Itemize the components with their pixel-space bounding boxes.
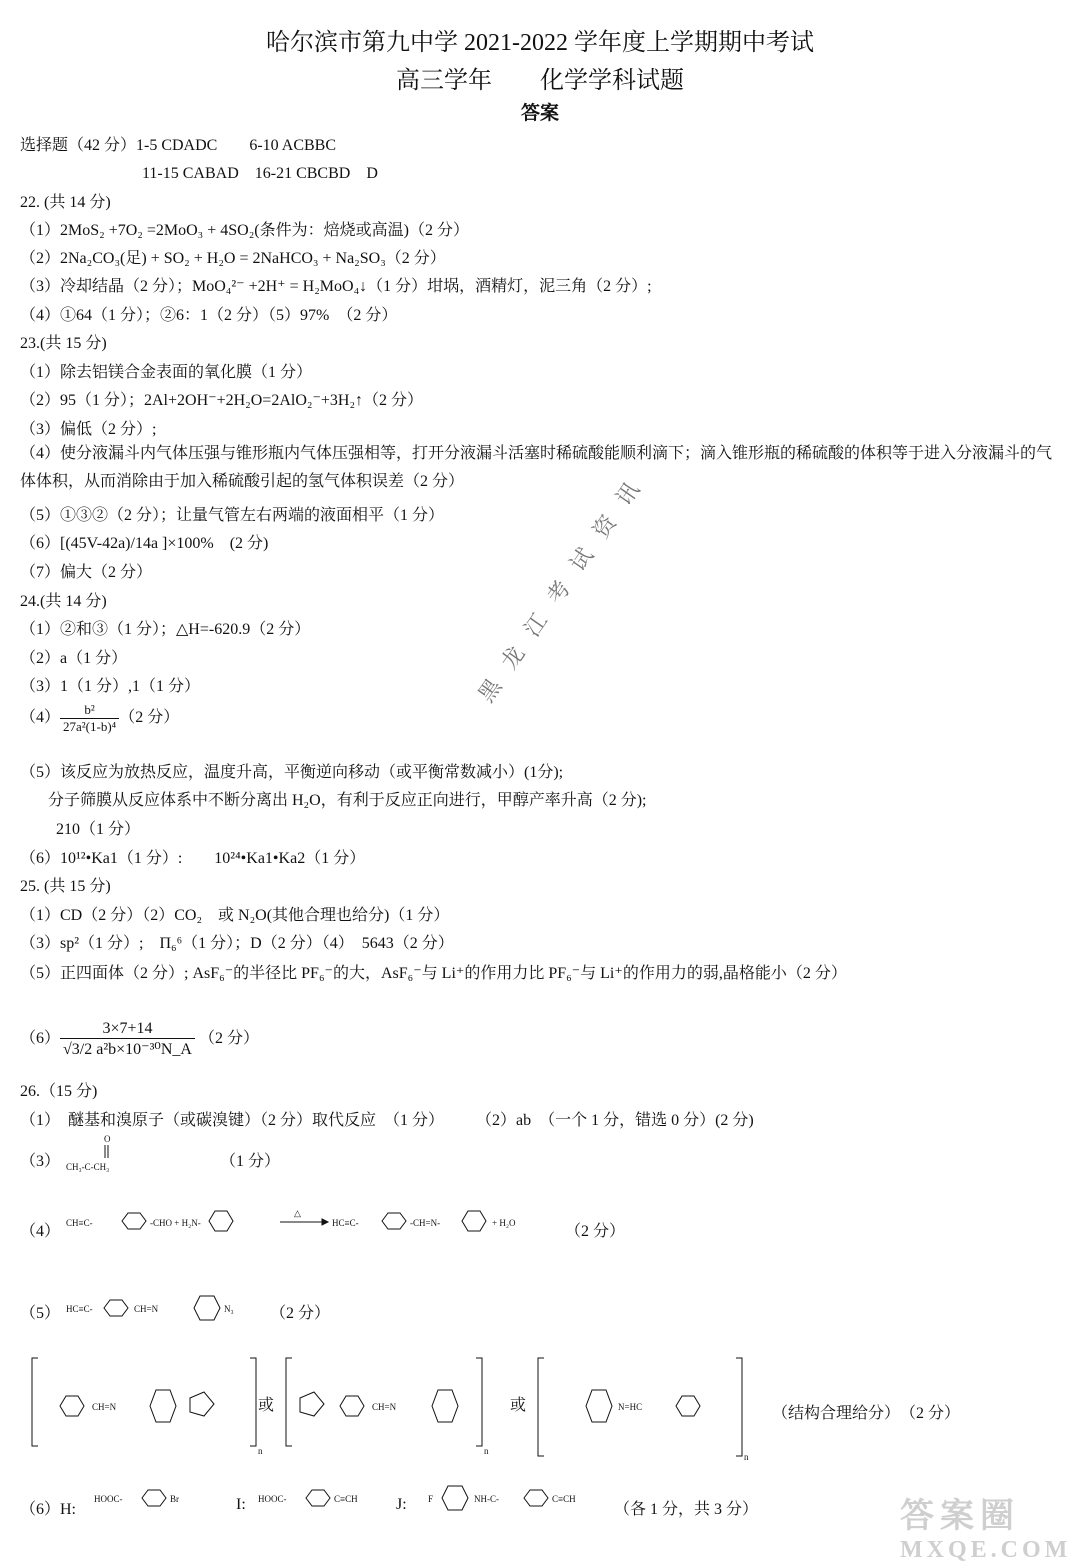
q24-part-4-label: （4） (20, 709, 61, 727)
answer-heading: 答案 (520, 103, 559, 124)
q23-heading: 23.(共 15 分) (20, 335, 107, 352)
reaction-4-scheme (64, 1186, 544, 1256)
q24-part-1: （1）②和③（1 分）；△H=-620.9（2 分） (20, 621, 311, 638)
page-title: 哈尔滨市第九中学 2021-2022 学年度上学期期中考试 (266, 30, 814, 56)
q26-label-i: I: (236, 1496, 246, 1513)
poly3-ring-2 (676, 1396, 700, 1416)
r4-water: + H₂O (492, 1218, 516, 1228)
poly1-n: n (258, 1446, 263, 1456)
q22-heading: 22. (共 14 分) (20, 194, 111, 211)
r4-aldehyde: -CHO + H₂N- (150, 1218, 201, 1228)
r4-imine: -CH=N- (410, 1218, 441, 1228)
compound-j-ring-1 (442, 1486, 468, 1510)
q23-part-2: （2）95（1 分）；2Al+2OH⁻+2H₂O=2AlO₂⁻+3H₂↑（2 分） (20, 392, 424, 409)
compound-j-fluorine: F (428, 1494, 434, 1504)
q26-part-1: （1） 醚基和溴原子（或碳溴键）（2 分）取代反应 （1 分） （2）ab （一个 1 分，错选 0 分）(2 分) (20, 1112, 754, 1129)
q25-part-5: （5）正四面体（2 分）; AsF₆⁻的半径比 PF₆⁻的大，AsF₆⁻与 Li⁺的作用力比 PF₆⁻与 Li⁺的作用力的弱,晶格能小（2 分） (20, 965, 847, 982)
compound-j-amide: NH-C- (474, 1494, 499, 1504)
q24-fraction (60, 702, 119, 735)
compound-h-ring (142, 1490, 166, 1506)
q24-part-4 (20, 702, 179, 735)
poly1-imine: CH=N (92, 1402, 117, 1412)
poly3-imine: N=HC (618, 1402, 643, 1412)
azide-imine: CH=N (134, 1304, 159, 1314)
q25-denominator: √3/2 a²b×10⁻³⁰N_A (63, 1041, 192, 1058)
q23-part-1: （1）除去铝镁合金表面的氧化膜（1 分） (20, 364, 313, 381)
compound-i-acid: HOOC- (258, 1494, 287, 1504)
polymer-or-2: 或 (510, 1397, 527, 1414)
q24-numerator: b² (60, 702, 119, 719)
site-logo-name: 答案圈 (900, 1498, 1020, 1535)
mc-line-2: 11-15 CABAD 16-21 CBCBD D (142, 165, 378, 182)
q26-part-6-score: （各 1 分，共 3 分） (614, 1501, 759, 1518)
q22-part-1: （1）2MoS₂ +7O₂ =2MoO₃ + 4SO₂(条件为：焙烧或高温)（2 分） (20, 222, 469, 239)
heat-symbol: △ (294, 1208, 301, 1218)
poly1-ring-1 (60, 1396, 84, 1416)
compound-j (428, 1470, 608, 1530)
compound-h-br: Br (170, 1494, 179, 1504)
r4-ring-4 (462, 1211, 486, 1231)
polymer-note: （结构合理给分） （2 分） (772, 1405, 961, 1422)
q24-part-4-score: （2 分） (119, 709, 180, 727)
q25-part-6-label: （6） (20, 1030, 61, 1048)
r4-alkyne: CH≡C- (66, 1218, 93, 1228)
acetone-structure (64, 1132, 154, 1176)
q24-heading: 24.(共 14 分) (20, 593, 107, 610)
poly1-ring-2 (150, 1390, 176, 1422)
r4-ring-2 (209, 1211, 233, 1231)
q26-part-4-score: （2 分） (565, 1223, 626, 1240)
watermark: 黑龙江考试资讯 (473, 462, 655, 707)
r4-product-alkyne: HC≡C- (332, 1218, 359, 1228)
q26-heading: 26.（15 分) (20, 1083, 98, 1100)
poly2-ring-1 (340, 1396, 364, 1416)
poly2-ring-2 (432, 1390, 458, 1422)
q24-part-3: （3）1（1 分）,1（1 分） (20, 678, 201, 695)
azide-structure (64, 1276, 264, 1340)
q24-denominator: 27a²(1-b)⁴ (63, 719, 117, 734)
polymer-or-1: 或 (258, 1397, 275, 1414)
q24-part-6: （6）10¹²•Ka1（1 分）: 10²⁴•Ka1•Ka2（1 分） (20, 850, 366, 867)
q26-part-3-label: （3） (20, 1153, 61, 1170)
q22-part-4: （4）①64（1 分）；②6：1（2 分）（5）97% （2 分） (20, 307, 398, 324)
q23-part-5: （5）①③②（2 分）；让量气管左右两端的液面相平（1 分） (20, 507, 445, 524)
polymer-structures (20, 1356, 760, 1466)
q25-fraction (60, 1020, 195, 1059)
poly1-triazole (190, 1392, 214, 1416)
acetone-oxygen: O (104, 1134, 111, 1144)
poly2-triazole (300, 1392, 324, 1416)
compound-i (258, 1484, 388, 1514)
q25-part-1: （1）CD（2 分）（2）CO₂ 或 N₂O(其他合理也给分)（1 分） (20, 907, 450, 924)
compound-h (94, 1484, 224, 1514)
q24-part-5a: （5）该反应为放热反应，温度升高，平衡逆向移动（或平衡常数减小）(1分); (20, 764, 564, 781)
q25-part-6-score: （2 分） (198, 1030, 259, 1048)
q25-heading: 25. (共 15 分) (20, 878, 111, 895)
q26-part-5-score: （2 分） (270, 1305, 331, 1322)
azide-ring-2 (194, 1296, 220, 1320)
site-logo-url: MXQE.COM (900, 1537, 1072, 1563)
page-subtitle: 高三学年 化学学科试题 (396, 68, 684, 94)
q25-numerator: 3×7+14 (60, 1020, 195, 1039)
q23-part-4: （4）使分液漏斗内气体压强与锥形瓶内气体压强相等，打开分液漏斗活塞时稀硫酸能顺利滴下；滴入锥形瓶的稀硫酸的体积等于进入分液漏斗的气体体积，从而消除由于加入稀硫酸引起的氢气体积误差（2 分） (20, 445, 1053, 490)
q23-part-7: （7）偏大（2 分） (20, 564, 153, 581)
q24-part-2: （2）a（1 分） (20, 650, 128, 667)
q26-part-4-label: （4） (20, 1223, 61, 1240)
compound-h-acid: HOOC- (94, 1494, 123, 1504)
r4-ring-1 (122, 1213, 146, 1229)
r4-ring-3 (382, 1213, 406, 1229)
azide-ring-1 (104, 1300, 128, 1316)
q24-part-5b: 分子筛膜从反应体系中不断分离出 H₂O，有利于反应正向进行，甲醇产率升高（2 分); (48, 792, 647, 809)
q22-part-2: （2）2Na₂CO₃(足) + SO₂ + H₂O = 2NaHCO₃ + Na₂SO₃（2 分） (20, 250, 446, 267)
compound-j-ring-2 (524, 1490, 548, 1506)
q25-part-6 (20, 1020, 259, 1059)
site-logo (900, 1488, 1072, 1563)
q26-part-6-label: （6）H: (20, 1501, 77, 1518)
q25-part-3: （3）sp²（1 分）; Π₆⁶（1 分）；D（2 分）（4） 5643（2 分） (20, 935, 454, 952)
azide-group: N₃ (224, 1304, 234, 1314)
compound-i-ring (306, 1490, 330, 1506)
compound-j-alkyne: C≡CH (552, 1494, 576, 1504)
poly2-n: n (484, 1446, 489, 1456)
q26-part-5-label: （5） (20, 1305, 61, 1322)
q26-label-j: J: (396, 1496, 407, 1513)
poly3-n: n (744, 1452, 749, 1462)
q24-part-5c: 210（1 分） (56, 821, 141, 838)
mc-line-1: 选择题（42 分）1-5 CDADC 6-10 ACBBC (20, 137, 337, 154)
azide-alkyne: HC≡C- (66, 1304, 93, 1314)
q23-part-3: （3）偏低（2 分）; (20, 421, 157, 438)
compound-i-alkyne: C≡CH (334, 1494, 358, 1504)
acetone-formula: CH₃-C-CH₃ (66, 1162, 110, 1172)
q23-part-6: （6）[(45V-42a)/14a ]×100% (2 分) (20, 535, 269, 552)
poly2-imine: CH=N (372, 1402, 397, 1412)
q22-part-3: （3）冷却结晶（2 分）；MoO₄²⁻ +2H⁺ = H₂MoO₄↓（1 分）坩埚，酒精灯，泥三角（2 分）; (20, 278, 652, 295)
q26-part-3-score: （1 分） (220, 1153, 281, 1170)
poly3-ring-1 (586, 1390, 612, 1422)
